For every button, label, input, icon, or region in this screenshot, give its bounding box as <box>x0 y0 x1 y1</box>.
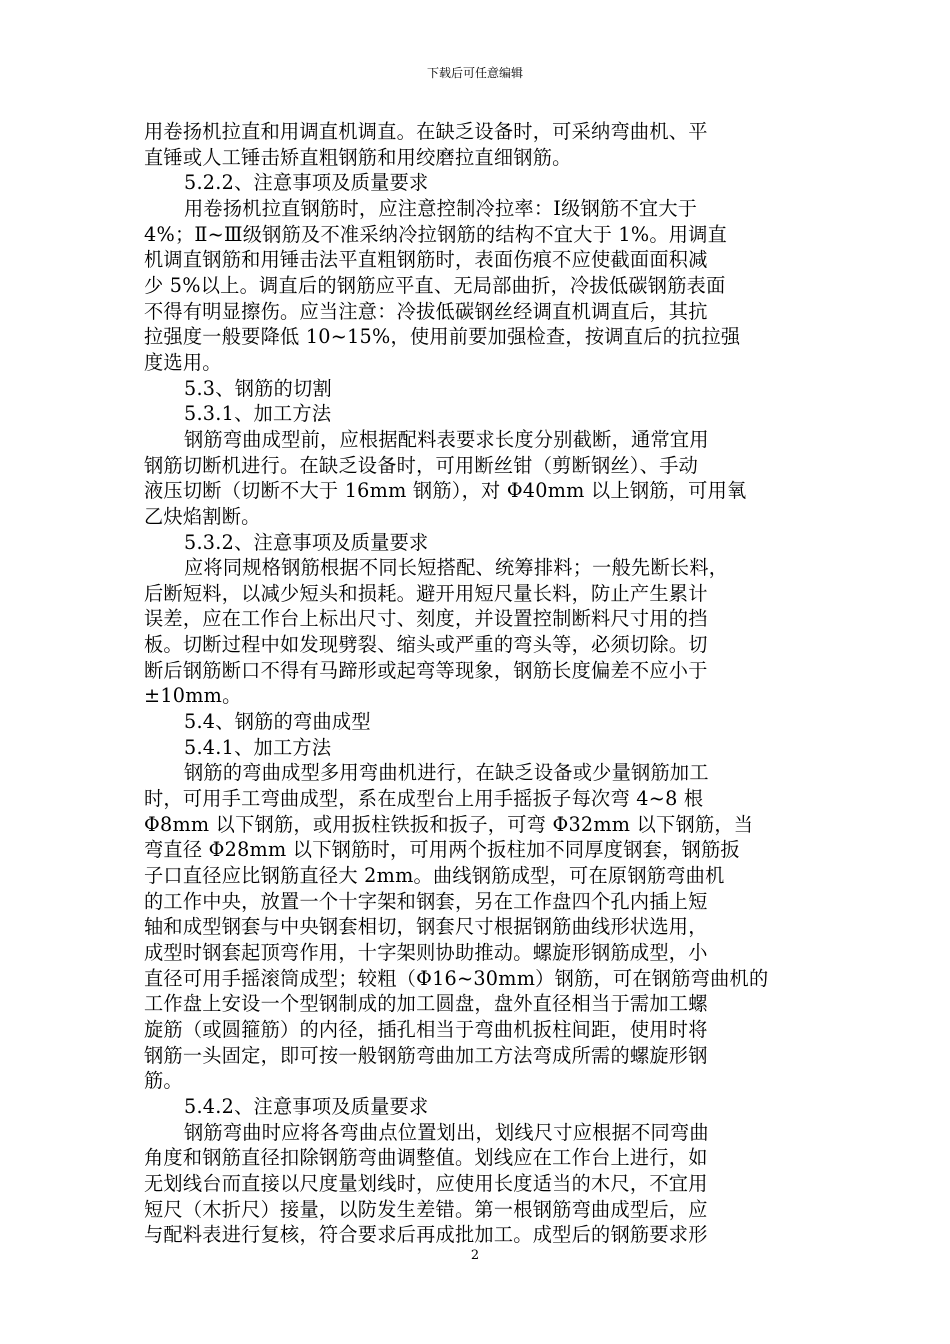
body-text-line: 直径可用手摇滚筒成型；较粗（Φ16~30mm）钢筋，可在钢筋弯曲机的 <box>144 966 769 990</box>
body-text-line: 钢筋一头固定，即可按一般钢筋弯曲加工方法弯成所需的螺旋形钢 <box>144 1043 708 1067</box>
body-text-line: 筋。 <box>144 1069 183 1093</box>
body-text-line: 用卷扬机拉直和用调直机调直。在缺乏设备时，可采纳弯曲机、平 <box>144 120 708 143</box>
body-text-line: 不得有明显擦伤。应当注意：冷拔低碳钢丝经调直机调直后，其抗 <box>144 299 708 323</box>
body-text-line: 轴和成型钢套与中央钢套相切，钢套尺寸根据钢筋曲线形状选用， <box>144 915 708 939</box>
body-text-line: 子口直径应比钢筋直径大 2mm。曲线钢筋成型，可在原钢筋弯曲机 <box>144 864 725 888</box>
body-text-line: 4%；Ⅱ~Ⅲ级钢筋及不准采纳冷拉钢筋的结构不宜大于 1%。用调直 <box>144 222 728 246</box>
body-text-line: 短尺（木折尺）接量，以防发生差错。第一根钢筋弯曲成型后，应 <box>144 1197 708 1221</box>
body-text-line: 用卷扬机拉直钢筋时，应注意控制冷拉率：Ⅰ级钢筋不宜大于 <box>184 196 698 220</box>
document-body <box>144 119 810 1248</box>
body-text-line: 旋筋（或圆箍筋）的内径，插孔相当于弯曲机扳柱间距，使用时将 <box>144 1017 708 1041</box>
body-text-line: 直锤或人工锤击矫直粗钢筋和用绞磨拉直细钢筋。 <box>144 145 572 169</box>
body-text-line: 工作盘上安设一个型钢制成的加工圆盘，盘外直径相当于需加工螺 <box>144 992 708 1016</box>
body-text-line: 5.4、钢筋的弯曲成型 <box>184 710 371 734</box>
body-text-line: 液压切断（切断不大于 16mm 钢筋），对 Φ40mm 以上钢筋，可用氧 <box>144 479 747 503</box>
body-text-line: 成型时钢套起顶弯作用，十字架则协助推动。螺旋形钢筋成型，小 <box>144 941 708 964</box>
page-number: 2 <box>470 1248 480 1263</box>
body-text-line: 拉强度一般要降低 10~15%，使用前要加强检查，按调直后的抗拉强 <box>144 325 741 349</box>
body-text-line: 5.3、钢筋的切割 <box>184 376 332 400</box>
body-text-line: 5.4.2、注意事项及质量要求 <box>184 1094 429 1118</box>
body-text-line: 应将同规格钢筋根据不同长短搭配、统筹排料；一般先断长料， <box>184 556 729 580</box>
body-text-line: 板。切断过程中如发现劈裂、缩头或严重的弯头等，必须切除。切 <box>144 633 708 657</box>
body-text-line: 机调直钢筋和用锤击法平直粗钢筋时，表面伤痕不应使截面面积减 <box>144 248 708 272</box>
body-text-line: 钢筋弯曲时应将各弯曲点位置划出，划线尺寸应根据不同弯曲 <box>184 1120 709 1144</box>
body-text-line: 后断短料，以减少短头和损耗。避开用短尺量长料，防止产生累计 <box>144 581 708 605</box>
body-text-line: 5.3.2、注意事项及质量要求 <box>184 530 429 554</box>
body-text-line: 与配料表进行复核，符合要求后再成批加工。成型后的钢筋要求形 <box>144 1223 708 1247</box>
body-text-line: 弯直径 Φ28mm 以下钢筋时，可用两个扳柱加不同厚度钢套，钢筋扳 <box>144 838 740 862</box>
page-header: 下载后可任意编辑 <box>426 66 523 80</box>
body-text-line: 的工作中央，放置一个十字架和钢套，另在工作盘四个孔内插上短 <box>144 889 708 913</box>
body-text-line: 误差，应在工作台上标出尺寸、刻度，并设置控制断料尺寸用的挡 <box>144 607 708 631</box>
body-text-line: 断后钢筋断口不得有马蹄形或起弯等现象，钢筋长度偏差不应小于 <box>144 658 708 682</box>
body-text-line: 时，可用手工弯曲成型，系在成型台上用手摇扳子每次弯 4~8 根 <box>144 787 704 811</box>
body-text-line: 5.4.1、加工方法 <box>184 735 332 759</box>
body-text-line: 钢筋切断机进行。在缺乏设备时，可用断丝钳（剪断钢丝）、手动 <box>144 453 699 477</box>
body-text-line: 少 5%以上。调直后的钢筋应平直、无局部曲折，冷拔低碳钢筋表面 <box>144 273 726 297</box>
body-text-line: 5.3.1、加工方法 <box>184 402 332 426</box>
body-text-line: 5.2.2、注意事项及质量要求 <box>184 171 429 195</box>
body-text-line: 无划线台而直接以尺度量划线时，应使用长度适当的木尺，不宜用 <box>144 1171 708 1195</box>
body-text-line: Φ8mm 以下钢筋，或用扳柱铁扳和扳子，可弯 Φ32mm 以下钢筋，当 <box>144 812 754 836</box>
body-text-line: 度选用。 <box>144 350 222 374</box>
body-text-line: 钢筋的弯曲成型多用弯曲机进行，在缺乏设备或少量钢筋加工 <box>184 761 709 785</box>
body-text-line: ±10mm。 <box>144 684 242 708</box>
body-text-line: 钢筋弯曲成型前，应根据配料表要求长度分别截断，通常宜用 <box>184 427 709 451</box>
body-text-line: 乙炔焰割断。 <box>144 504 261 528</box>
body-text-line: 角度和钢筋直径扣除钢筋弯曲调整值。划线应在工作台上进行，如 <box>144 1146 708 1170</box>
